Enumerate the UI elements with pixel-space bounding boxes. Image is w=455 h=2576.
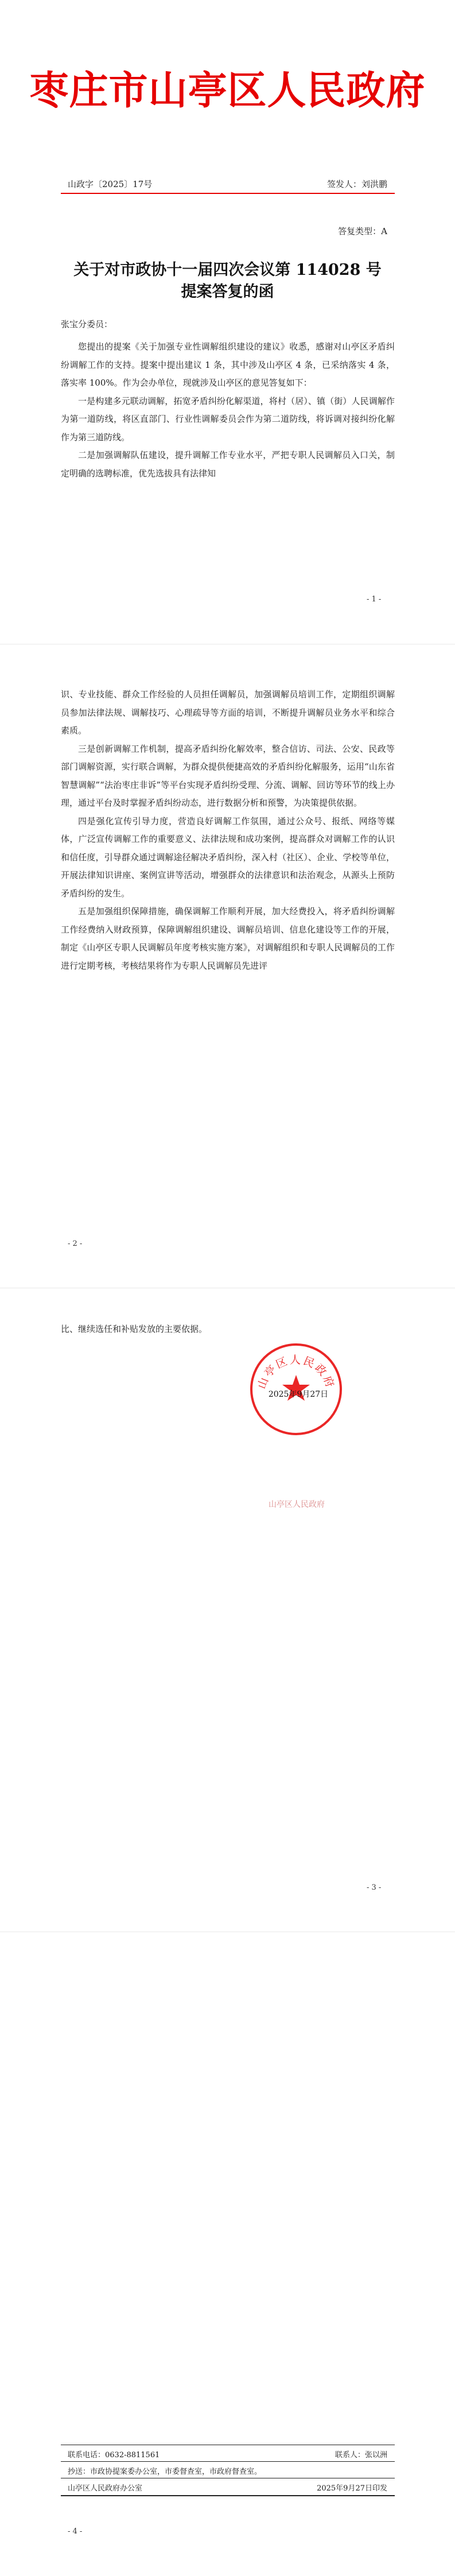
salutation: 张宝分委员： [61,319,113,329]
point-3-paragraph: 三是创新调解工作机制，提高矛盾纠纷化解效率，整合信访、司法、公安、民政等部门调解资源，实行联合调解，为群众提供便捷高效的矛盾纠纷化解服务，运用“山东省智慧调解”“法治枣庄非诉”等平台实现矛盾纠纷受理、分流、调解、回访等环节的线上办理，通过平台及时掌握矛盾纠纷动态，进行数据分析和预警，为决策提供依据。 [61,743,395,808]
print-date: 2025年9月27日印发 [317,2484,387,2493]
page-number: - 3 - [367,1883,382,1892]
faint-seal-impression: 山亭区人民政府 [269,1500,325,1509]
contact-phone: 联系电话：0632-8811561 [68,2451,160,2460]
point-1-paragraph: 一是构建多元联动调解，拓宽矛盾纠纷化解渠道，将村（居）、镇（街）人民调解作为第一道防线，将区直部门、行业性调解委员会作为第二道防线，将诉调对接纠纷化解作为第三道防线。 [61,395,395,442]
body-text-page-3 [61,1320,395,1339]
point-5-paragraph-end: 比、继续选任和补贴发放的主要依据。 [61,1324,208,1334]
page-1 [0,0,455,644]
document-title-line-2: 提案答复的函 [181,283,274,301]
point-2-paragraph-start: 二是加强调解队伍建设，提升调解工作专业水平，严把专职人民调解员入口关，制定明确的选聘标准，优先选拔具有法律知 [61,450,395,479]
page-number: - 4 - [68,2527,83,2536]
body-text-page-1 [61,338,395,483]
point-2-paragraph-end: 识、专业技能、群众工作经验的人员担任调解员，加强调解员培训工作，定期组织调解员参加法律法规、调解技巧、心理疏导等方面的培训，不断提升调解员业务水平和综合素质。 [61,689,395,736]
page-number: - 2 - [68,1240,83,1248]
page-4 [0,1932,455,2576]
document-title-line-1: 关于对市政协十一届四次会议第 114028 号 [73,261,382,279]
footer-rule-middle [61,2461,395,2462]
page-3 [0,1288,455,1932]
contact-row [68,2449,387,2460]
answer-type: 答复类型：A [338,226,387,236]
document-title [57,259,398,303]
cc-line: 抄送：市政协提案委办公室，市委督查室，市政府督查室。 [68,2468,262,2476]
contact-person: 联系人：张以洲 [335,2451,387,2460]
issuer: 山亭区人民政府办公室 [68,2484,143,2493]
document-number: 山政字〔2025〕17号 [68,179,153,189]
intro-paragraph: 您提出的提案《关于加强专业性调解组织建设的建议》收悉，感谢对山亭区矛盾纠纷调解工作的支持。提案中提出建议 1 条，其中涉及山亭区 4 条，已采纳落实 4 条，落实率 100%。作为会办单位，现就涉及山亭区的意见答复如下： [61,341,395,388]
document-header-title: 枣庄市山亭区人民政府 [29,68,426,114]
point-4-paragraph: 四是强化宣传引导力度，营造良好调解工作氛围，通过公众号、报纸、网络等媒体，广泛宣传调解工作的重要意义、法律法规和成功案例，提高群众对调解工作的认识和信任度，引导群众通过调解途径解决矛盾纠纷，深入村（社区）、企业、学校等单位，开展法律知识讲座、案例宣讲等活动，增强群众的法律意识和法治观念，从源头上预防矛盾纠纷的发生。 [61,815,395,899]
seal-arc-text: 山亭区人民政府 [255,1354,337,1391]
header-red-rule [61,193,395,194]
seal-date: 2025年9月27日 [268,1390,329,1399]
issuer-row [68,2482,387,2493]
signer: 签发人：刘洪鹏 [326,179,387,189]
document-meta-row [68,178,387,190]
page-number: - 1 - [367,595,382,604]
point-5-paragraph-start: 五是加强组织保障措施，确保调解工作顺利开展，加大经费投入，将矛盾纠纷调解工作经费纳入财政预算，保障调解组织建设、调解员培训、信息化建设等工作的开展，制定《山亭区专职人民调解员年度考核实施方案》，对调解组织和专职人民调解员的工作进行定期考核，考核结果将作为专职人民调解员先进评 [61,906,395,971]
footer-rule-bottom [61,2495,395,2496]
page-2 [0,644,455,1288]
body-text-page-2 [61,686,395,975]
